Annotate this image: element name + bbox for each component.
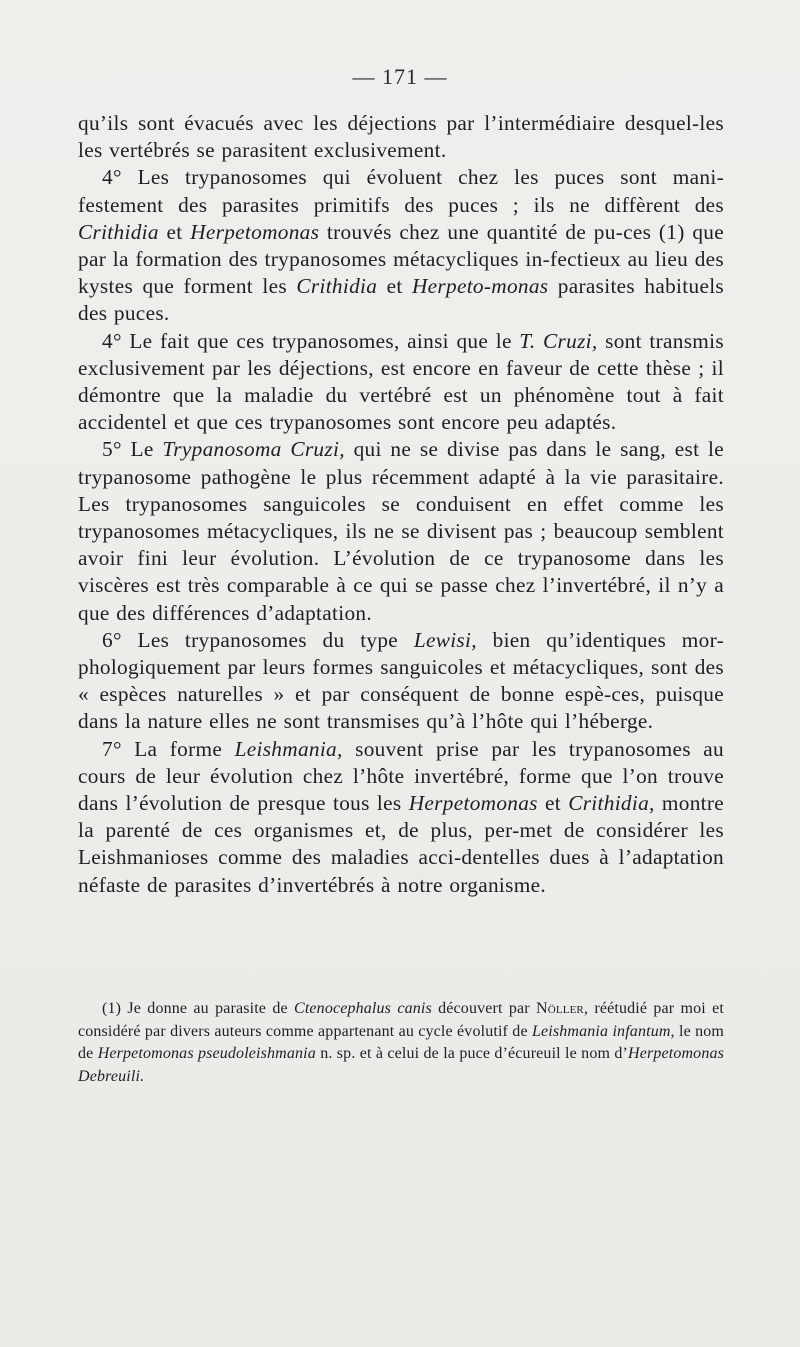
italic-term: Crithidia,	[568, 791, 655, 816]
text-run: découvert par	[431, 1000, 537, 1017]
text-run: n. sp. et à celui de la puce d’écureuil le nom d’	[315, 1045, 628, 1062]
text-run: , réétudié par moi et considéré par divers auteurs comme appartenant au cycle évolutif de	[78, 1000, 724, 1040]
text-run: parasites habituels des puces.	[78, 274, 724, 326]
text-run: bien qu’identiques mor-phologiquement par leurs formes sanguicoles et métacycliques, sont des « espèces naturelles » et par conséquent de bonne espè-ces, puisque dans la nature elles ne sont transmises qu’à l’hôte qui l’héberge.	[78, 627, 724, 734]
italic-term: Leishmania,	[234, 736, 343, 761]
text-run: 6° Les trypanosomes du type	[102, 627, 414, 652]
italic-term: Herpetomonas	[408, 791, 538, 816]
text-run: 7° La forme	[102, 736, 235, 761]
text-run: (1) Je donne au parasite de	[102, 1000, 295, 1017]
text-run: et	[158, 219, 191, 244]
italic-term: Trypanosoma Cruzi,	[162, 437, 345, 462]
text-run: 4° Les trypanosomes qui évoluent chez les puces sont mani-festement des parasites primitifs des puces ; ils ne diffèrent des	[78, 165, 724, 217]
italic-term: Crithidia	[78, 219, 159, 244]
text-run: 5° Le	[102, 437, 163, 462]
page-number: — 171 —	[352, 64, 448, 89]
paragraph	[78, 627, 724, 736]
text-run: qu’ils sont évacués avec les déjections par l’intermédiaire desquel-les les vertébrés se parasitent exclusivement.	[78, 111, 724, 163]
italic-term: Herpetomonas Debreuili.	[78, 1045, 724, 1085]
text-run: 4° Le fait que ces trypanosomes, ainsi que le	[102, 328, 520, 353]
italic-term: T. Cruzi,	[519, 328, 598, 353]
italic-term: Lewisi,	[413, 627, 477, 652]
italic-term: Herpetomonas pseudoleishmania	[97, 1045, 316, 1062]
italic-term: Crithidia	[296, 274, 378, 299]
paragraph	[78, 736, 724, 899]
italic-term: Ctenocephalus canis	[294, 1000, 432, 1017]
text-run: montre la parenté de ces organismes et, de plus, per-met de considérer les Leishmanioses comme des maladies acci-dentelles dues à l’adaptation néfaste de parasites d’invertébrés à notre organisme.	[78, 791, 725, 897]
footnote	[78, 998, 724, 1088]
italic-term: Leishmania infantum,	[532, 1022, 675, 1040]
text-run: et	[537, 791, 569, 816]
text-run: et	[377, 274, 412, 299]
paragraph	[78, 436, 724, 626]
author-name: Nöller	[536, 1000, 584, 1017]
text-run: trouvés chez une quantité de pu-ces (1) que par la formation des trypanosomes métacycliques in-fectieux au lieu des kystes que forment les	[78, 219, 724, 299]
italic-term: Herpeto-monas	[411, 274, 549, 299]
paragraph	[78, 164, 724, 327]
text-run: qui ne se divise pas dans le sang, est le trypanosome pathogène le plus récemment adapté à la vie parasitaire. Les trypanosomes sanguicoles se conduisent en effet comme les trypanosomes métacycliques, ils ne se divisent pas ; beaucoup semblent avoir fini leur évolution. L’évolution de ce trypanosome dans les viscères est très comparable à ce qui se passe chez l’invertébré, il n’y a que des différences d’adaptation.	[78, 437, 725, 625]
paragraph	[78, 110, 724, 164]
paragraph	[78, 328, 724, 437]
body-text	[78, 110, 724, 899]
italic-term: Herpetomonas	[190, 219, 320, 244]
text-run: souvent prise par les trypanosomes au cours de leur évolution chez l’hôte invertébré, forme que l’on trouve dans l’évolution de presque tous les	[78, 736, 724, 816]
text-run: le nom de	[78, 1022, 725, 1062]
text-run: sont transmis exclusivement par les déjections, est encore en faveur de cette thèse ; il démontre que la maladie du vertébré est un phénomène tout à fait accidentel et que ces trypanosomes sont encore peu adaptés.	[78, 328, 724, 435]
